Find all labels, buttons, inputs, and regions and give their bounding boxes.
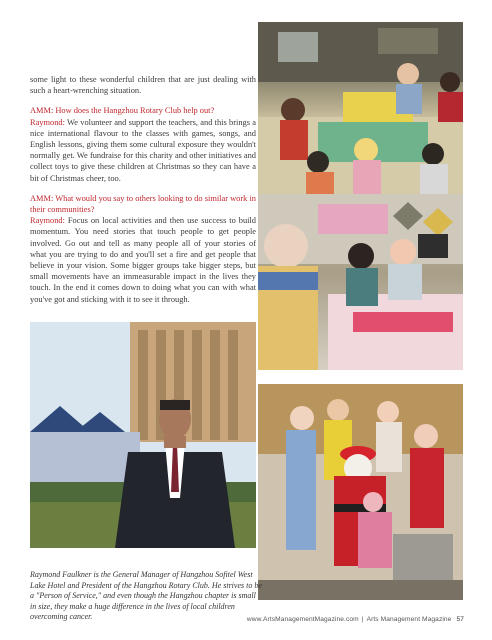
- answer-1: We volunteer and support the teachers, and this brings a nice international flavour to the classes with games, songs, and English lessons, giving them some cultural exposure they wouldn't normally get. We fundraise for this charity and other initiatives and collect toys to give these children at Christmas so they can have a bit of Christmas cheer, too.: [30, 117, 256, 183]
- christmas-photo: [258, 384, 463, 600]
- question-1: AMM: How does the Hangzhou Rotary Club help out?: [30, 106, 215, 116]
- qa-block-1: [30, 105, 256, 183]
- intro-paragraph: some light to these wonderful children that are just dealing with such a heart-wrenching situation.: [30, 75, 256, 96]
- page-number: 57: [456, 616, 464, 623]
- volunteer-activity-photo: [258, 194, 463, 370]
- classroom-photo: [258, 22, 463, 194]
- qa-block-2: [30, 193, 256, 305]
- answer-2-label: Raymond:: [30, 216, 65, 226]
- page-footer: [247, 616, 464, 623]
- answer-1-label: Raymond:: [30, 117, 65, 127]
- footer-magazine: Arts Management Magazine: [366, 616, 452, 623]
- footer-url[interactable]: www.ArtsManagementMagazine.com: [246, 616, 359, 623]
- portrait-photo: [30, 322, 256, 548]
- photo-caption: Raymond Faulkner is the General Manager of Hangzhou Sofitel West Lake Hotel and President of the Hangzhou Rotary Club. He strives to be a "Person of Service," and even though the Hangzhou chapter is small in size, they make a huge difference in the lives of local children overcoming cancer.: [30, 570, 262, 622]
- question-2: AMM: What would you say to others looking to do similar work in their communities?: [30, 193, 256, 215]
- article-body: [30, 74, 256, 314]
- footer-separator: |: [361, 616, 364, 623]
- answer-2: Focus on local activities and then use success to build momentum. You need stories that touch people to get people involved. Go out and tell as many people all of your stories of what you are trying to do and you'll set a fire and get people that believe in your vision. Some bigger groups take bigger steps, but small movements have an immeasurable impact in the lives they touch. In the end it comes down to doing what you can with what you've got and sticking with it to see it through.: [30, 216, 256, 304]
